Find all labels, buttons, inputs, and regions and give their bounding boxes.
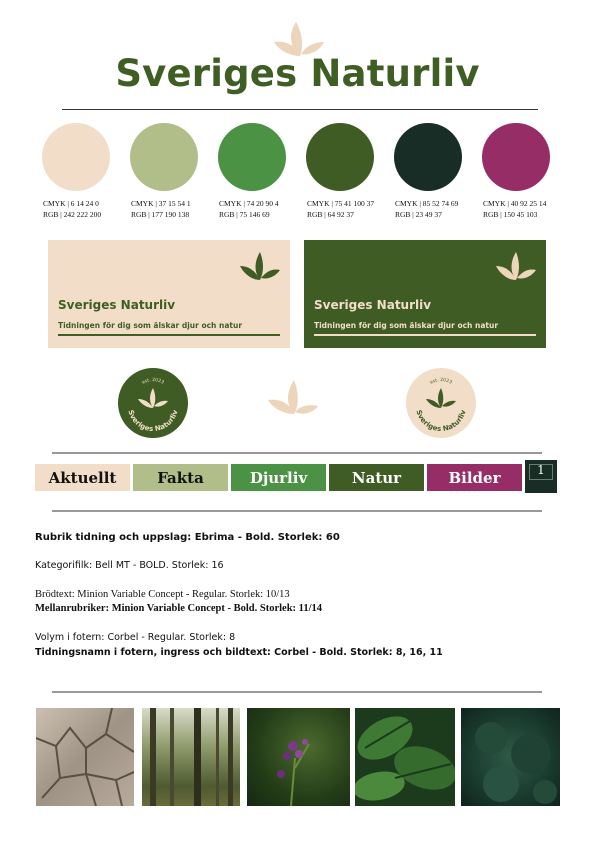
- leaf-mark-icon: [266, 378, 322, 422]
- swatch-values: [43, 198, 101, 220]
- purple-flowers-photo: [247, 708, 350, 806]
- spec-footer: Tidningsnamn i fotern, ingress och bildtext: Corbel - Bold. Storlek: 8, 16, 11: [35, 647, 443, 658]
- color-swatch: [218, 123, 286, 191]
- swatch-rgb: RGB | 150 45 103: [483, 210, 538, 219]
- swatch-values: [131, 198, 191, 220]
- spec-category: Kategorifilk: Bell MT - BOLD. Storlek: 16: [35, 560, 224, 571]
- color-swatch: [306, 123, 374, 191]
- badge-est-label: est. 2023: [429, 377, 453, 386]
- swatch-rgb: RGB | 23 49 37: [395, 210, 442, 219]
- spec-heading: Rubrik tidning och uppslag: Ebrima - Bold. Storlek: 60: [35, 532, 340, 543]
- section-divider: [52, 691, 542, 693]
- masthead-subtitle: Tidningen för dig som älskar djur och natur: [58, 321, 243, 330]
- swatch-cmyk: CMYK | 6 14 24 0: [43, 199, 99, 208]
- badge-name-label: Sveriges Naturliv: [126, 409, 180, 434]
- masthead-rule: [314, 334, 536, 336]
- leaf-mark-icon: [238, 250, 282, 286]
- color-swatch: [482, 123, 550, 191]
- forest-trees-photo: [142, 708, 240, 806]
- nav-item-fakta[interactable]: Fakta: [133, 464, 228, 491]
- masthead-rule: [58, 334, 280, 336]
- title-divider: [62, 109, 538, 110]
- masthead-light: [48, 240, 290, 348]
- page-title: Sveriges Naturliv: [115, 52, 480, 95]
- badge-est-label: est. 2023: [141, 377, 165, 386]
- dark-conifer-photo: [461, 708, 560, 806]
- section-divider: [52, 452, 542, 454]
- nav-item-bilder[interactable]: Bilder: [427, 464, 522, 491]
- color-swatch: [394, 123, 462, 191]
- spec-volume: Volym i fotern: Corbel - Regular. Storlek: 8: [35, 632, 236, 643]
- badge-dark: [118, 368, 188, 438]
- masthead-dark: [304, 240, 546, 348]
- svg-text:Sveriges Naturliv: [126, 409, 179, 433]
- badge-light: [406, 368, 476, 438]
- page-number-box: [525, 460, 557, 493]
- spec-subheading: Mellanrubriker: Minion Variable Concept - Bold. Storlek: 11/14: [35, 603, 323, 614]
- badge-emblem-icon: [406, 368, 476, 438]
- svg-text:est. 2023: [141, 377, 165, 386]
- spec-body: Brödtext: Minion Variable Concept - Regular. Storlek: 10/13: [35, 589, 290, 600]
- section-divider: [52, 510, 542, 512]
- monstera-leaves-photo: [355, 708, 455, 806]
- nav-item-natur[interactable]: Natur: [329, 464, 424, 491]
- swatch-values: [483, 198, 546, 220]
- swatch-rgb: RGB | 64 92 37: [307, 210, 354, 219]
- swatch-cmyk: CMYK | 85 52 74 69: [395, 199, 459, 208]
- masthead-title: Sveriges Naturliv: [314, 298, 432, 312]
- swatch-cmyk: CMYK | 40 92 25 14: [483, 199, 547, 208]
- nav-item-aktuellt[interactable]: Aktuellt: [35, 464, 130, 491]
- swatch-cmyk: CMYK | 74 20 90 4: [219, 199, 279, 208]
- badge-emblem-icon: [118, 368, 188, 438]
- swatch-rgb: RGB | 242 222 200: [43, 210, 102, 219]
- svg-text:est. 2023: [429, 377, 453, 386]
- leaf-mark-icon: [494, 250, 538, 286]
- swatch-values: [219, 198, 279, 220]
- color-swatch: [130, 123, 198, 191]
- svg-text:Sveriges Naturliv: [414, 409, 467, 433]
- nav-item-djurliv[interactable]: Djurliv: [231, 464, 326, 491]
- badge-name-label: Sveriges Naturliv: [414, 409, 468, 434]
- color-swatch: [42, 123, 110, 191]
- swatch-rgb: RGB | 177 190 138: [131, 210, 190, 219]
- page-number: 1: [537, 463, 545, 477]
- swatch-cmyk: CMYK | 37 15 54 1: [131, 199, 191, 208]
- swatch-rgb: RGB | 75 146 69: [219, 210, 270, 219]
- swatch-values: [307, 198, 374, 220]
- swatch-cmyk: CMYK | 75 41 100 37: [307, 199, 375, 208]
- swatch-values: [395, 198, 458, 220]
- masthead-subtitle: Tidningen för dig som älskar djur och natur: [314, 321, 499, 330]
- masthead-title: Sveriges Naturliv: [58, 298, 176, 312]
- cracked-earth-photo: [36, 708, 134, 806]
